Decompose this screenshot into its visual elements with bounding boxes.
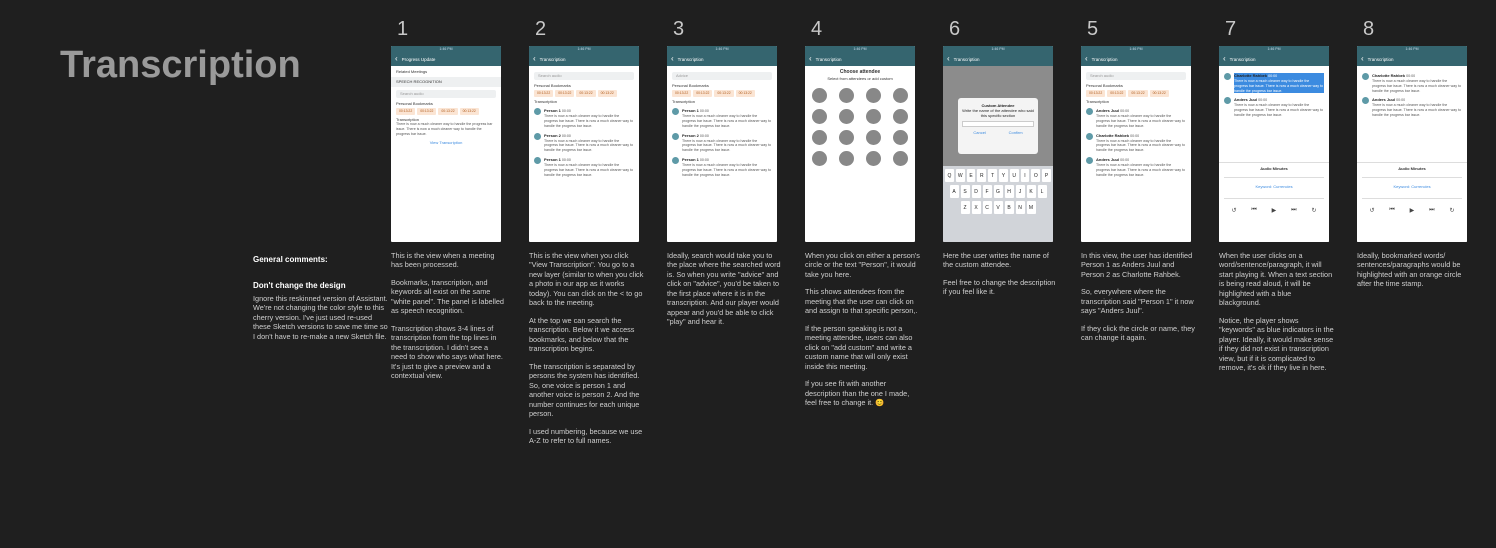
play-icon[interactable]: ▶ xyxy=(1271,208,1277,214)
timestamp: 00:00 xyxy=(1120,158,1130,163)
rewind-icon[interactable]: ↺ xyxy=(1231,208,1237,214)
attendee-option[interactable] xyxy=(809,109,831,125)
step-number: 7 xyxy=(1225,18,1237,40)
key[interactable]: I xyxy=(1021,169,1030,182)
step-column xyxy=(529,18,644,454)
bookmarks-label: Personal Bookmarks xyxy=(396,100,433,106)
person-avatar[interactable] xyxy=(1362,73,1369,80)
timestamp: 00:00 xyxy=(1268,74,1278,78)
transcript-entry[interactable] xyxy=(534,108,634,128)
keyboard xyxy=(943,166,1053,242)
bookmark-list xyxy=(672,90,772,97)
audio-player xyxy=(1219,162,1329,242)
prev-icon[interactable]: ⏮ xyxy=(1389,207,1395,213)
status-time: 1:46 PM xyxy=(1405,47,1419,51)
transcription-label: Transcription xyxy=(672,98,695,104)
description-paragraph: Feel free to change the description if you feel like it. xyxy=(943,277,1056,297)
avatar[interactable] xyxy=(893,130,908,145)
attendee-option[interactable] xyxy=(889,151,911,167)
phone-mockup xyxy=(529,46,639,242)
back-icon[interactable]: ‹ xyxy=(947,54,950,63)
step-column xyxy=(943,18,1056,305)
step-column xyxy=(1357,18,1467,297)
header-title: Transcription xyxy=(1367,56,1394,62)
confirm-button[interactable]: Confirm xyxy=(1008,130,1023,135)
status-time: 1:46 PM xyxy=(1129,47,1143,51)
audio-player xyxy=(1357,162,1467,242)
bookmarks-label: Personal Bookmarks xyxy=(534,83,571,88)
avatar[interactable] xyxy=(839,88,854,103)
back-icon[interactable]: ‹ xyxy=(395,54,398,63)
person-name[interactable]: Anders Juul xyxy=(1096,108,1120,114)
key[interactable]: C xyxy=(983,201,992,214)
key[interactable]: O xyxy=(1031,169,1040,182)
modal-title: Choose attendee xyxy=(839,69,881,75)
transcript-text[interactable]: There is now a much cleaner way to handle the progress bar issue. There is now a much cleaner way to handle the progress bar issue. xyxy=(1234,103,1324,117)
phone-mockup xyxy=(1357,46,1467,242)
dialog-title: Custom Attendee xyxy=(981,103,1015,108)
forward-icon[interactable]: ↻ xyxy=(1449,208,1455,214)
person-avatar[interactable] xyxy=(1086,133,1093,140)
key[interactable]: D xyxy=(972,185,981,198)
step-column xyxy=(1081,18,1195,351)
person-avatar[interactable] xyxy=(1086,157,1093,164)
step-description xyxy=(1357,251,1472,289)
description-paragraph: In this view, the user has identified Person 1 as Anders Juul and Person 2 as Charlotte Rahbek. xyxy=(1081,251,1193,279)
timestamp: 00:00 xyxy=(1258,98,1268,103)
transcript-text[interactable]: There is now a much cleaner way to handle the progress bar issue. There is now a much cleaner way to handle the progress bar issue. xyxy=(544,138,634,153)
prev-icon[interactable]: ⏮ xyxy=(1251,207,1257,213)
description-paragraph: If they click the circle or name, they can change it again. xyxy=(1081,323,1195,343)
step-column xyxy=(391,18,504,389)
timestamp: 00:00 xyxy=(561,109,571,114)
bookmark-chip[interactable]: 00:13:22 xyxy=(460,108,479,115)
bookmark-chip[interactable]: 00:13:22 xyxy=(714,90,733,97)
phone-mockup xyxy=(1219,46,1329,242)
step-description xyxy=(805,251,920,408)
person-avatar[interactable] xyxy=(672,133,679,140)
header-title: Transcription xyxy=(1229,56,1256,62)
search-input[interactable]: Search audio xyxy=(1086,72,1186,80)
bookmark-list xyxy=(1086,90,1186,97)
attendee-option[interactable] xyxy=(863,88,885,104)
search-input[interactable]: Advice xyxy=(672,72,772,80)
description-paragraph: At the top we can search the transcription. Below it we access bookmarks, and below that the transcription begins. xyxy=(529,315,635,354)
key[interactable]: J xyxy=(1016,185,1025,198)
description-paragraph: This is the view when a meeting has been processed. xyxy=(391,251,495,270)
bookmark-chip[interactable]: 00:13:22 xyxy=(693,90,712,97)
person-name[interactable]: Charlotte Rahbek xyxy=(1096,132,1130,138)
attendee-grid xyxy=(805,84,915,171)
back-icon[interactable]: ‹ xyxy=(1361,54,1364,63)
bookmark-list xyxy=(396,108,496,115)
next-icon[interactable]: ⏭ xyxy=(1291,207,1297,213)
person-avatar[interactable] xyxy=(1224,97,1231,104)
bookmark-chip[interactable]: 00:13:22 xyxy=(555,90,574,97)
person-name[interactable]: Anders Juul xyxy=(1096,157,1120,163)
transcript-entry[interactable] xyxy=(1224,97,1324,117)
key[interactable]: Y xyxy=(999,169,1008,182)
player-title: Audio Minutes xyxy=(1260,166,1288,171)
bookmark-list xyxy=(534,90,634,97)
view-transcription-button[interactable]: View Transcription xyxy=(429,139,463,145)
step-number: 1 xyxy=(397,18,409,40)
next-icon[interactable]: ⏭ xyxy=(1429,207,1435,213)
general-comments xyxy=(253,255,388,341)
attendee-option[interactable] xyxy=(836,151,858,167)
header-title: Transcription xyxy=(677,56,704,62)
transcript-preview: There is now a much cleaner way to handle the progress bar issue. There is now a much cleaner way to handle the progress bar issue. xyxy=(396,122,493,136)
bookmarks-label: Personal Bookmarks xyxy=(672,83,709,88)
key[interactable]: Z xyxy=(961,201,970,214)
transcription-label: Transcription xyxy=(1086,98,1109,104)
nav-header xyxy=(1357,52,1467,66)
transcript-entry[interactable] xyxy=(1224,73,1324,93)
description-paragraph: So, everywhere where the transcription said "Person 1" it now says "Anders Juul". xyxy=(1081,287,1194,316)
nav-header xyxy=(1081,52,1191,66)
section-label: SPEECH RECOGNITION xyxy=(391,77,501,86)
bookmark-chip[interactable]: 00:13:22 xyxy=(1107,90,1126,97)
header-title: Transcription xyxy=(539,56,566,62)
avatar[interactable] xyxy=(893,109,908,124)
avatar[interactable] xyxy=(812,88,827,103)
timestamp: 00:00 xyxy=(1406,74,1416,78)
bookmark-chip[interactable]: 00:13:22 xyxy=(1086,90,1105,97)
timestamp: 00:00 xyxy=(699,158,709,163)
avatar[interactable] xyxy=(812,151,827,166)
key[interactable]: L xyxy=(1038,185,1047,198)
person-avatar[interactable] xyxy=(672,108,679,115)
phone-mockup xyxy=(667,46,777,242)
back-icon[interactable]: ‹ xyxy=(533,54,536,63)
key[interactable]: Q xyxy=(945,169,954,182)
avatar[interactable] xyxy=(893,151,908,166)
status-time: 1:46 PM xyxy=(577,47,591,51)
attendee-option[interactable] xyxy=(809,151,831,167)
status-time: 1:46 PM xyxy=(439,47,453,51)
attendee-option[interactable] xyxy=(809,130,831,146)
nav-header xyxy=(1219,52,1329,66)
step-description xyxy=(391,251,506,381)
header-title: Transcription xyxy=(1091,56,1118,62)
description-paragraph: Transcription shows 3-4 lines of transcription from the top lines in the transcription. I didn't see a need to show who says what here. It's just to give a preview and a contextual view. xyxy=(391,323,503,381)
description-paragraph: This shows attendees from the meeting that the user can click on and assign to that specific person,. xyxy=(805,287,918,316)
header-title: Progress Update xyxy=(401,56,436,62)
bookmark-chip[interactable]: 00:13:22 xyxy=(576,90,595,97)
step-number: 4 xyxy=(811,18,823,40)
key[interactable]: S xyxy=(961,185,970,198)
key[interactable]: U xyxy=(1010,169,1019,182)
key[interactable]: E xyxy=(967,169,976,182)
key[interactable]: F xyxy=(983,185,992,198)
keyword-marker[interactable]: Keyword: Currencies xyxy=(1362,177,1462,199)
timestamp: 00:00 xyxy=(1396,98,1406,103)
person-avatar[interactable] xyxy=(1224,73,1231,80)
step-number: 2 xyxy=(535,18,547,40)
bookmark-chip[interactable]: 00:13:22 xyxy=(736,90,755,97)
timestamp: 00:00 xyxy=(561,133,571,138)
bookmarks-label: Personal Bookmarks xyxy=(1086,83,1123,88)
phone-mockup xyxy=(943,46,1053,242)
description-paragraph: Ideally, bookmarked words/ sentences/paragraphs would be highlighted with an orange circle after the time stamp. xyxy=(1357,251,1462,289)
transcript-entry[interactable] xyxy=(1086,133,1186,153)
avatar[interactable] xyxy=(893,88,908,103)
timestamp: 00:00 xyxy=(1120,109,1130,114)
step-number: 6 xyxy=(949,18,961,40)
cancel-button[interactable]: Cancel xyxy=(973,130,986,135)
avatar[interactable] xyxy=(866,109,881,124)
rewind-icon[interactable]: ↺ xyxy=(1369,208,1375,214)
step-description xyxy=(1219,251,1334,373)
related-meetings[interactable]: Related Meetings xyxy=(396,69,428,74)
timestamp: 00:00 xyxy=(1130,133,1140,138)
general-subheading: Don't change the design xyxy=(253,281,346,291)
modal-subtitle: Select from attendees or add custom xyxy=(827,75,893,81)
phone-mockup xyxy=(805,46,915,242)
transcript-text[interactable]: There is now a much cleaner way to handle the progress bar issue. There is now a much cleaner way to handle the progress bar issue. xyxy=(682,162,772,177)
step-number: 8 xyxy=(1363,18,1375,40)
player-title: Audio Minutes xyxy=(1398,166,1426,171)
search-input[interactable]: Search audio xyxy=(534,72,634,80)
avatar[interactable] xyxy=(866,88,881,103)
dialog-subtitle: Write the name of the attendee who said this specific section xyxy=(962,108,1034,118)
key[interactable]: W xyxy=(956,169,965,182)
nav-header xyxy=(529,52,639,66)
transcript-text[interactable]: There is now a much cleaner way to handle the progress bar issue. There is now a much cleaner way to handle the progress bar issue. xyxy=(1096,114,1186,128)
back-icon[interactable]: ‹ xyxy=(809,54,812,63)
nav-header xyxy=(667,52,777,66)
key[interactable]: M xyxy=(1027,201,1036,214)
description-paragraph: When the user clicks on a word/sentence/paragraph, it will start playing it. When a text section is being read aloud, it will be highlighted with a blue blackground. xyxy=(1219,251,1333,308)
transcription-label: Transcription xyxy=(396,116,419,122)
status-time: 1:46 PM xyxy=(853,47,867,51)
description-paragraph: When you click on either a person's circle or the text "Person", it would take you here. xyxy=(805,251,920,279)
general-text: Ignore this reskinned version of Assistant. We're not changing the color style to this cherry version. I've just used re-used these Sketch versions to save me time so I don't have to re-make a new Sketch file. xyxy=(253,293,388,341)
step-description xyxy=(667,251,782,327)
person-name[interactable]: Person 1 xyxy=(682,157,699,163)
bookmark-chip[interactable]: 00:13:22 xyxy=(396,108,415,115)
attendee-option[interactable] xyxy=(836,109,858,125)
step-description xyxy=(943,251,1058,297)
transcript-text[interactable]: There is now a much cleaner way to handle the progress bar issue. There is now a much cleaner way to handle the progress bar issue. xyxy=(1096,138,1186,153)
attendee-option[interactable] xyxy=(863,109,885,125)
key[interactable]: B xyxy=(1005,201,1014,214)
status-time: 1:46 PM xyxy=(715,47,729,51)
description-paragraph: If the person speaking is not a meeting attendee, users can also click on "add custom" and write a custom name that will only exist inside this meeting. xyxy=(805,323,913,371)
step-column xyxy=(805,18,920,416)
description-paragraph: Bookmarks, transcription, and keywords all exist on the same "white panel". The panel is labelled as speech recognition. xyxy=(391,277,504,316)
transcript-entry[interactable] xyxy=(1362,97,1462,117)
transcript-entry[interactable] xyxy=(1086,157,1186,177)
description-paragraph: Ideally, search would take you to the place where the searched word is. So when you write "advice" and click on "advice", you'd be taken to the first place where it is in the transcription. And our player would appear and you'd be able to click "play" and hear it. xyxy=(667,251,781,327)
attendee-option[interactable] xyxy=(889,130,911,146)
phone-mockup xyxy=(1081,46,1191,242)
bookmark-chip[interactable]: 00:13:22 xyxy=(598,90,617,97)
nav-header xyxy=(391,52,501,66)
transcript-entry[interactable] xyxy=(534,157,634,177)
general-heading: General comments: xyxy=(253,255,328,264)
avatar[interactable] xyxy=(866,151,881,166)
transcript-text[interactable]: There is now a much cleaner way to handle the progress bar issue. There is now a much cleaner way to handle the progress bar issue. xyxy=(1096,162,1186,177)
person-avatar[interactable] xyxy=(672,157,679,164)
play-icon[interactable]: ▶ xyxy=(1409,208,1415,214)
avatar[interactable] xyxy=(839,109,854,124)
key[interactable]: X xyxy=(972,201,981,214)
attendee-option[interactable] xyxy=(836,88,858,104)
person-name[interactable]: Person 2 xyxy=(682,132,699,138)
transcript-text[interactable]: There is now a much cleaner way to handle the progress bar issue. There is now a much cleaner way to handle the progress bar issue. xyxy=(544,162,634,177)
person-name[interactable]: Anders Juul xyxy=(1234,97,1258,103)
back-icon[interactable]: ‹ xyxy=(1085,54,1088,63)
page-title: Transcription xyxy=(60,44,301,86)
attendee-option[interactable] xyxy=(889,109,911,125)
person-avatar[interactable] xyxy=(534,133,541,140)
transcript-text[interactable]: There is now a much cleaner way to handle the progress bar issue. There is now a much cleaner way to handle the progress bar issue. xyxy=(682,114,772,128)
search-input[interactable]: Search audio xyxy=(396,90,496,98)
attendee-option[interactable] xyxy=(889,88,911,104)
transcript-text[interactable]: There is now a much cleaner way to handle the progress bar issue. There is now a much cleaner way to handle the progress bar issue. xyxy=(1234,78,1324,93)
header-title: Transcription xyxy=(815,56,842,62)
transcript-text[interactable]: There is now a much cleaner way to handle the progress bar issue. There is now a much cleaner way to handle the progress bar issue. xyxy=(1372,103,1462,117)
custom-name-field[interactable] xyxy=(962,121,1034,127)
key[interactable]: R xyxy=(977,169,986,182)
transcript-entry[interactable] xyxy=(672,133,772,153)
transcript-text[interactable]: There is now a much cleaner way to handle the progress bar issue. There is now a much cleaner way to handle the progress bar issue. xyxy=(1372,78,1462,93)
person-name[interactable]: Person 1 xyxy=(682,108,699,114)
attendee-option[interactable] xyxy=(809,88,831,104)
attendee-option[interactable] xyxy=(836,130,858,146)
custom-attendee-dialog xyxy=(958,98,1038,154)
key[interactable]: K xyxy=(1027,185,1036,198)
transcription-label: Transcription xyxy=(534,98,557,104)
person-name[interactable]: Charlotte Rahbek xyxy=(1234,73,1268,78)
key[interactable]: G xyxy=(994,185,1003,198)
person-name[interactable]: Person 2 xyxy=(544,132,561,138)
transcript-text[interactable]: There is now a much cleaner way to handle the progress bar issue. There is now a much cleaner way to handle the progress bar issue. xyxy=(544,114,634,128)
key[interactable]: V xyxy=(994,201,1003,214)
nav-header xyxy=(943,52,1053,66)
description-paragraph: I used numbering, because we use A-Z to refer to full names. xyxy=(529,426,643,446)
attendee-option[interactable] xyxy=(863,130,885,146)
description-paragraph: Here the user writes the name of the custom attendee. xyxy=(943,251,1049,270)
step-description xyxy=(1081,251,1196,343)
status-time: 1:46 PM xyxy=(991,47,1005,51)
description-paragraph: If you see fit with another description than the one I made, feel free to change it. 😊 xyxy=(805,379,910,408)
back-icon[interactable]: ‹ xyxy=(671,54,674,63)
attendee-option[interactable] xyxy=(863,151,885,167)
bookmark-chip[interactable]: 00:13:22 xyxy=(417,108,436,115)
phone-mockup xyxy=(391,46,501,242)
person-avatar[interactable] xyxy=(1362,97,1369,104)
key[interactable]: P xyxy=(1042,169,1051,182)
person-name[interactable]: Anders Juul xyxy=(1372,97,1396,103)
back-icon[interactable]: ‹ xyxy=(1223,54,1226,63)
bookmark-chip[interactable]: 00:13:22 xyxy=(534,90,553,97)
person-avatar[interactable] xyxy=(534,108,541,115)
transcript-text[interactable]: There is now a much cleaner way to handle the progress bar issue. There is now a much cleaner way to handle the progress bar issue. xyxy=(682,138,772,153)
header-title: Transcription xyxy=(953,56,980,62)
step-column xyxy=(667,18,781,335)
step-column xyxy=(1219,18,1334,381)
keyword-marker[interactable]: Keyword: Currencies xyxy=(1224,177,1324,199)
transcript-entry[interactable] xyxy=(1086,108,1186,128)
transcript-entry[interactable] xyxy=(534,133,634,153)
transcript-entry[interactable] xyxy=(672,108,772,128)
forward-icon[interactable]: ↻ xyxy=(1311,208,1317,214)
bookmark-chip[interactable]: 00:13:22 xyxy=(672,90,691,97)
step-number: 5 xyxy=(1087,18,1099,40)
timestamp: 00:00 xyxy=(699,133,709,138)
avatar[interactable] xyxy=(812,109,827,124)
bookmark-chip[interactable]: 00:13:22 xyxy=(438,108,457,115)
timestamp: 00:00 xyxy=(699,109,709,114)
avatar[interactable] xyxy=(866,130,881,145)
description-paragraph: The transcription is separated by persons the system has identified. So, one voice is person 1 and another voice is person 2. And the number continues for each unique person. xyxy=(529,361,640,419)
key[interactable]: A xyxy=(950,185,959,198)
key[interactable]: N xyxy=(1016,201,1025,214)
step-number: 3 xyxy=(673,18,685,40)
timestamp: 00:00 xyxy=(561,158,571,163)
transcript-entry[interactable] xyxy=(672,157,772,177)
key[interactable]: T xyxy=(988,169,997,182)
person-avatar[interactable] xyxy=(534,157,541,164)
bookmark-chip[interactable]: 00:13:22 xyxy=(1150,90,1169,97)
person-name[interactable]: Person 1 xyxy=(544,108,561,114)
person-avatar[interactable] xyxy=(1086,108,1093,115)
key[interactable]: H xyxy=(1005,185,1014,198)
step-description xyxy=(529,251,644,446)
description-paragraph: This is the view when you click "View Transcription". You go to a new layer (similar to when you click a photo in our app as it works today). You can click on the < to go back to the meeting. xyxy=(529,251,644,308)
person-name[interactable]: Person 1 xyxy=(544,157,561,163)
avatar[interactable] xyxy=(839,151,854,166)
nav-header xyxy=(805,52,915,66)
description-paragraph: Notice, the player shows "keywords" as blue indicators in the player. Ideally, it would make sense if they did not exist in transcription view, but if it is complicated to remove, it's ok if they live in here. xyxy=(1219,315,1334,373)
avatar[interactable] xyxy=(839,130,854,145)
status-time: 1:46 PM xyxy=(1267,47,1281,51)
bookmark-chip[interactable]: 00:13:22 xyxy=(1128,90,1147,97)
avatar[interactable] xyxy=(812,130,827,145)
person-name[interactable]: Charlotte Rahbek xyxy=(1372,73,1406,78)
transcript-entry[interactable] xyxy=(1362,73,1462,93)
